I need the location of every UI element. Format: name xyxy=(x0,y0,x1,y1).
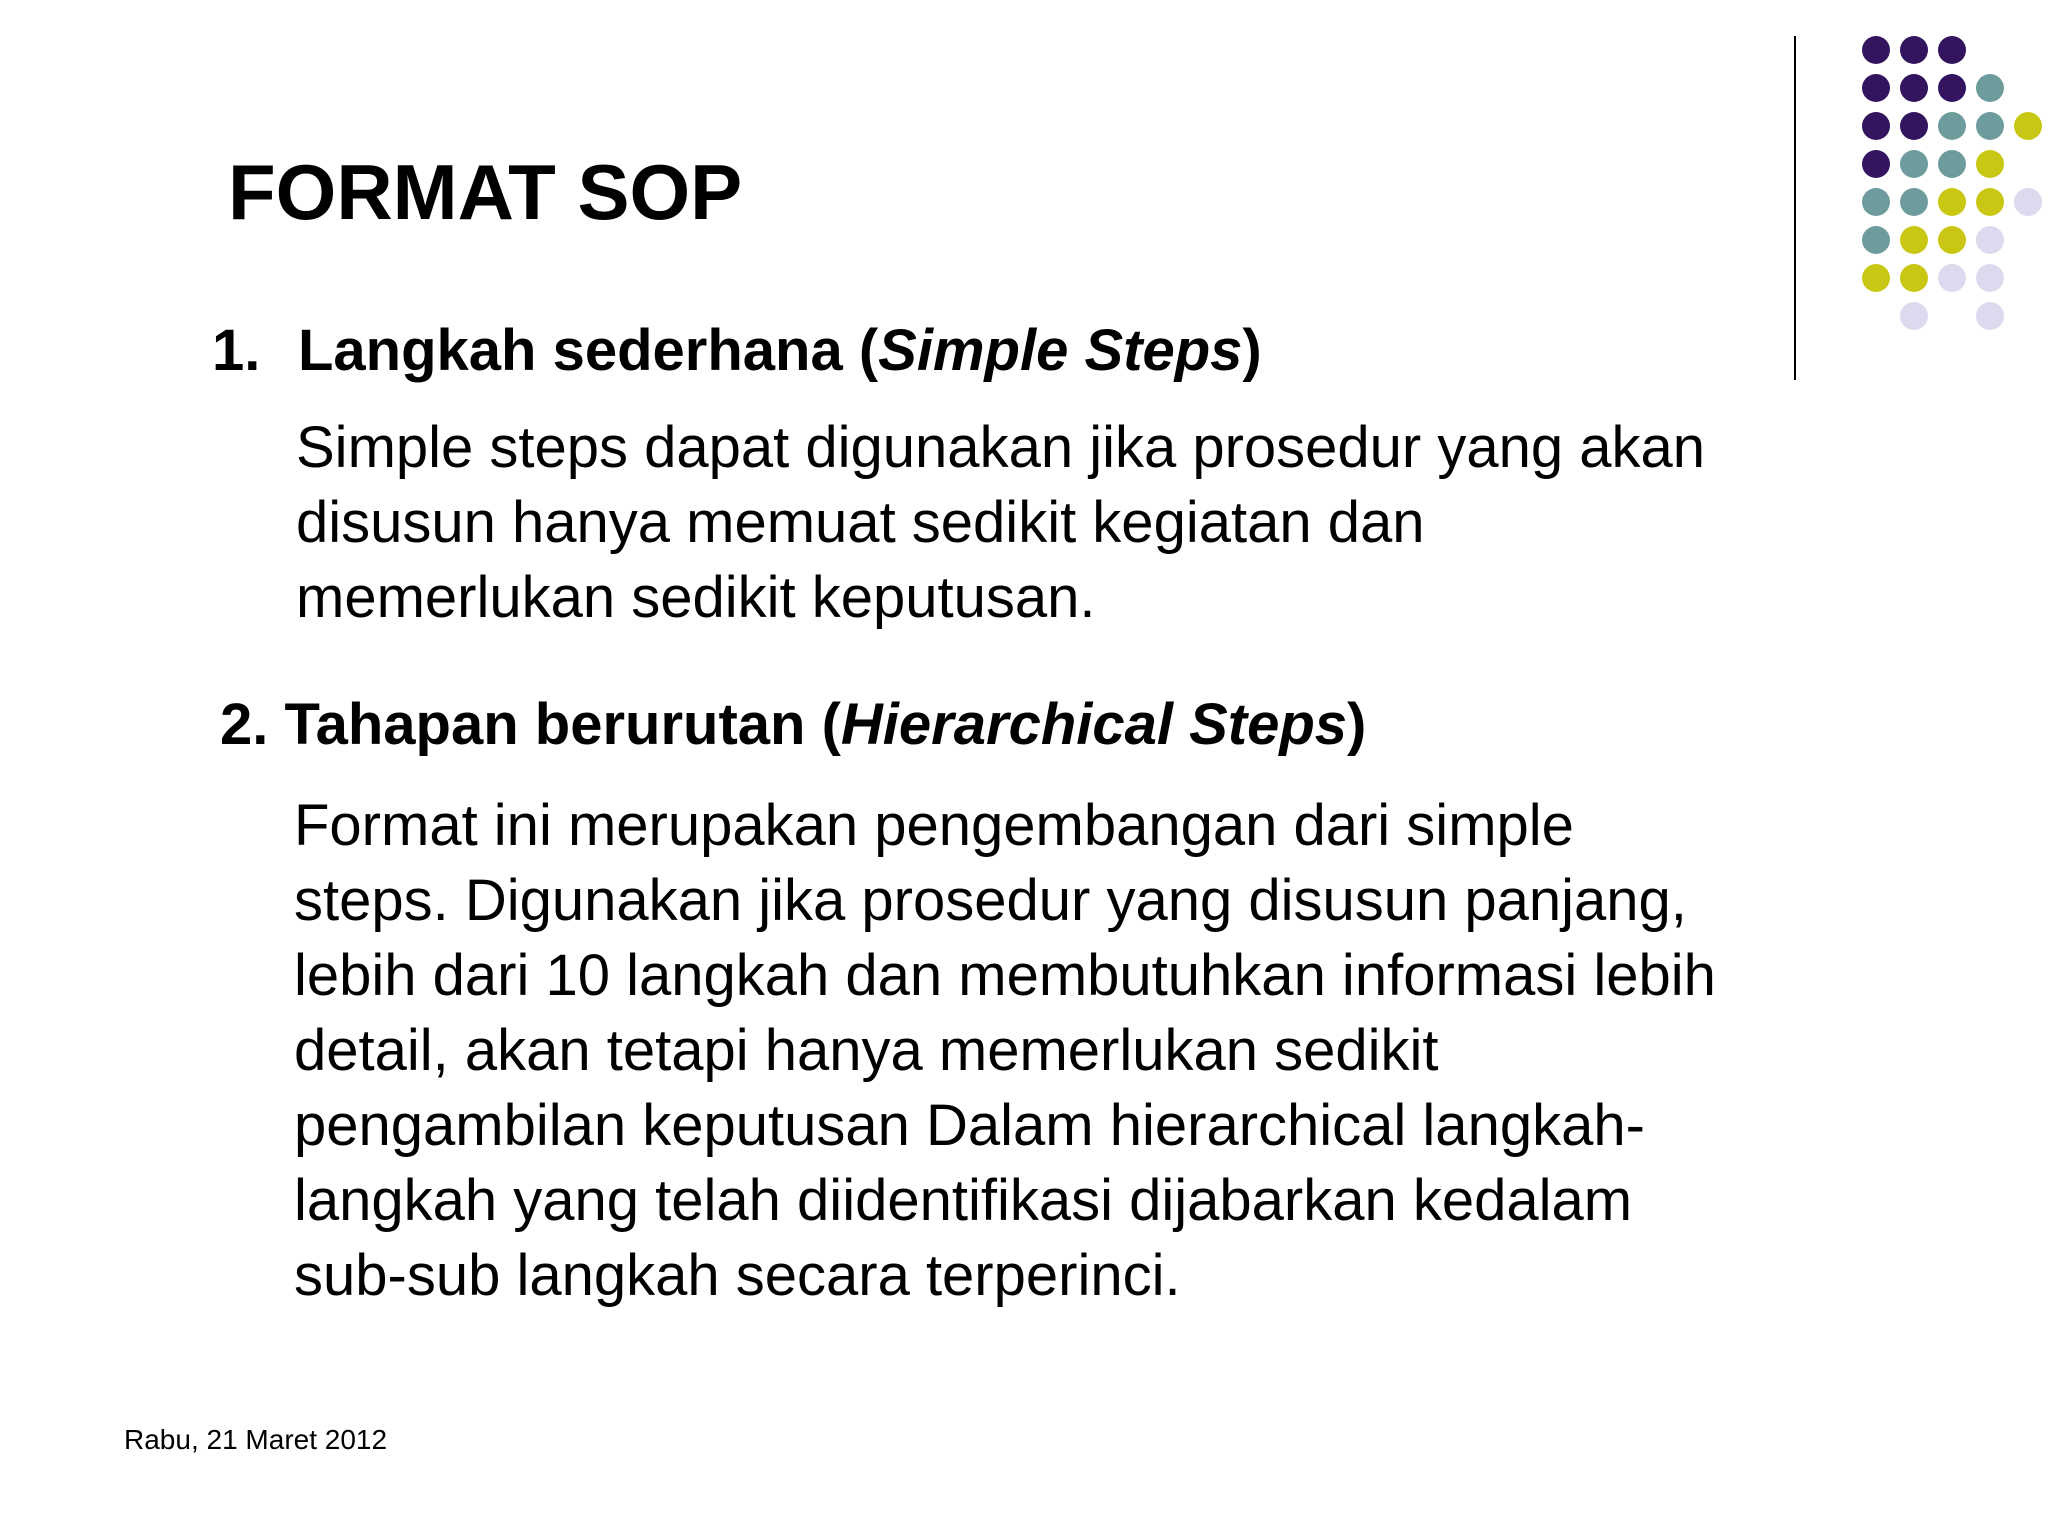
section-1-heading xyxy=(212,316,1262,386)
decorative-dot xyxy=(1976,302,2004,330)
decorative-dot xyxy=(1900,74,1928,102)
decorative-dot xyxy=(1900,150,1928,178)
decorative-dot xyxy=(1900,264,1928,292)
section-2-body-line: lebih dari 10 langkah dan membutuhkan informasi lebih xyxy=(294,943,1716,1008)
section-2-body-line: langkah yang telah diidentifikasi dijabarkan kedalam xyxy=(294,1168,1633,1233)
decorative-dot xyxy=(1938,74,1966,102)
section-2-body-line: pengambilan keputusan Dalam hierarchical langkah- xyxy=(294,1093,1645,1158)
decorative-dot xyxy=(1976,112,2004,140)
decorative-dot xyxy=(1862,264,1890,292)
slide-title: FORMAT SOP xyxy=(228,148,743,236)
decorative-dot xyxy=(1938,226,1966,254)
decorative-dot xyxy=(1938,188,1966,216)
vertical-divider xyxy=(1794,36,1796,380)
decorative-dot xyxy=(1900,36,1928,64)
decorative-dot xyxy=(1976,74,2004,102)
decorative-dot xyxy=(1900,112,1928,140)
section-1-body-line: disusun hanya memuat sedikit kegiatan dan xyxy=(296,490,1425,555)
decorative-dot xyxy=(1938,112,1966,140)
decorative-dot xyxy=(1900,226,1928,254)
decorative-dot xyxy=(1976,188,2004,216)
section-2-body-line: detail, akan tetapi hanya memerlukan sedikit xyxy=(294,1018,1439,1083)
section-2-number: 2. xyxy=(220,692,269,757)
section-2-heading-text: Tahapan berurutan ( xyxy=(268,692,841,757)
decorative-dot xyxy=(1862,74,1890,102)
decorative-dot xyxy=(1976,150,2004,178)
decorative-dot xyxy=(1900,188,1928,216)
section-1-heading-text: Langkah sederhana ( xyxy=(298,318,879,383)
decorative-dot xyxy=(1862,226,1890,254)
decorative-dot xyxy=(1862,188,1890,216)
section-1-heading-italic: Simple Steps xyxy=(878,318,1243,383)
decorative-dot xyxy=(1938,150,1966,178)
section-2-body-line: Format ini merupakan pengembangan dari simple xyxy=(294,793,1574,858)
decorative-dot xyxy=(1862,112,1890,140)
section-2-body xyxy=(294,788,1716,1313)
decorative-dot xyxy=(1862,150,1890,178)
section-1-body-line: Simple steps dapat digunakan jika prosedur yang akan xyxy=(296,415,1706,480)
section-1-body-line: memerlukan sedikit keputusan. xyxy=(296,565,1096,630)
section-2-body-line: sub-sub langkah secara terperinci. xyxy=(294,1243,1181,1308)
section-1-heading-close: ) xyxy=(1242,318,1262,383)
decorative-dot xyxy=(1862,36,1890,64)
decorative-dot xyxy=(1938,264,1966,292)
decorative-dot xyxy=(1938,36,1966,64)
section-1-body xyxy=(296,410,1705,635)
section-2-heading xyxy=(220,690,1366,760)
footer-date: Rabu, 21 Maret 2012 xyxy=(124,1424,388,1455)
decorative-dot xyxy=(1976,264,2004,292)
section-2-heading-close: ) xyxy=(1347,692,1367,757)
section-1-number: 1. xyxy=(212,318,261,383)
section-2-heading-italic: Hierarchical Steps xyxy=(840,692,1348,757)
section-2-body-line: steps. Digunakan jika prosedur yang disusun panjang, xyxy=(294,868,1687,933)
decorative-dot xyxy=(1900,302,1928,330)
decorative-dot xyxy=(2014,112,2042,140)
decorative-dot xyxy=(1976,226,2004,254)
decorative-dot xyxy=(2014,188,2042,216)
